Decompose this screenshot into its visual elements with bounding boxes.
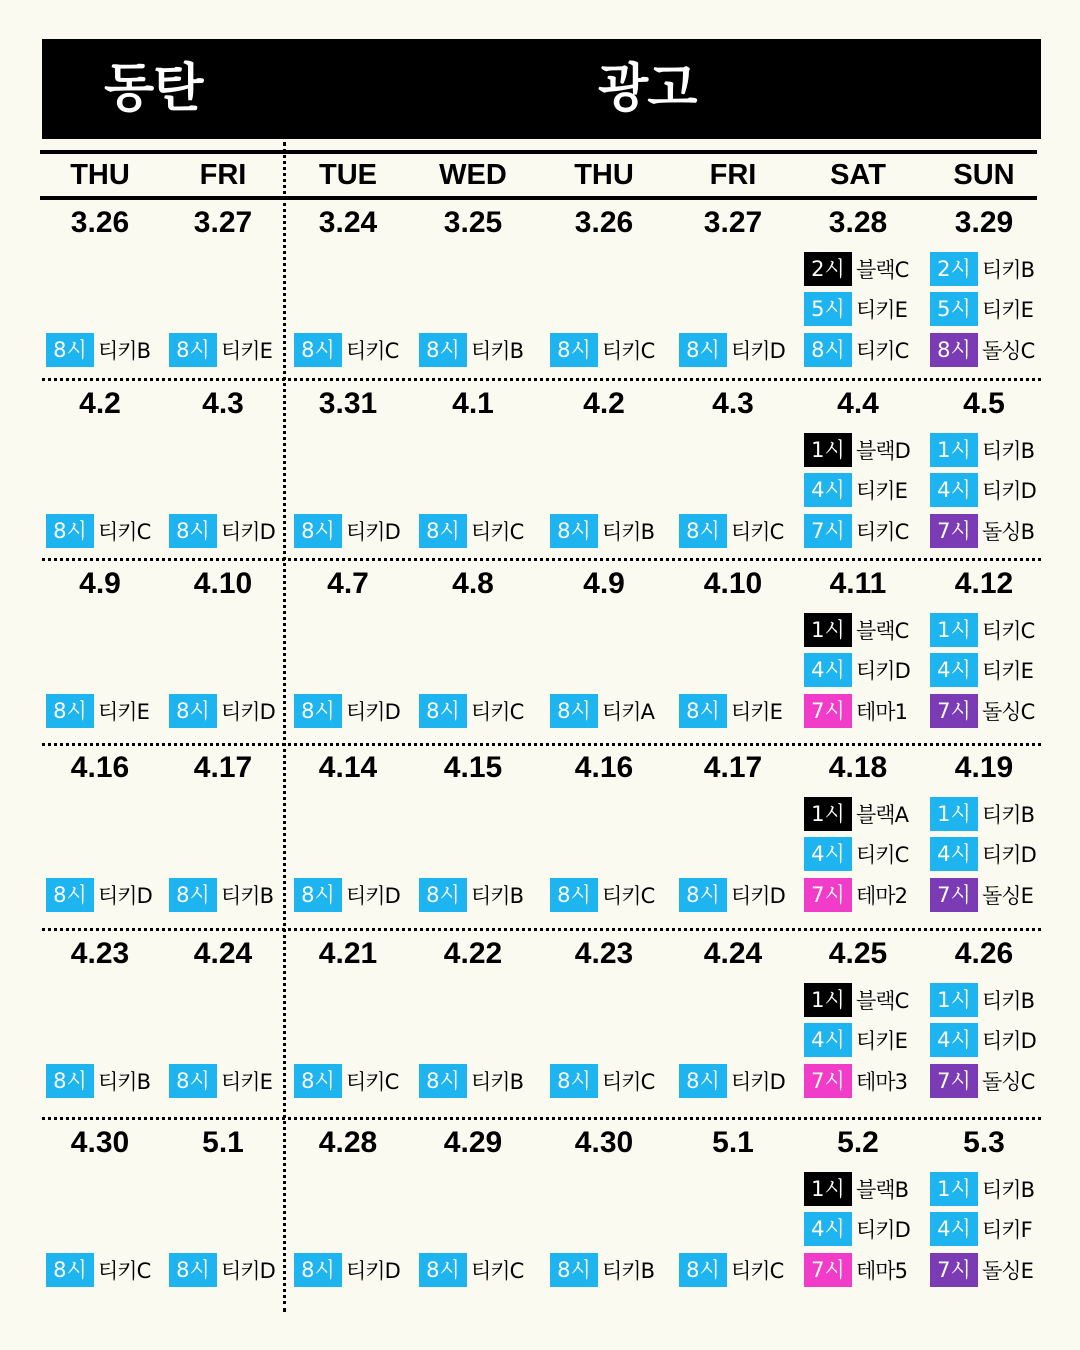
session-name: 티키E [856, 298, 907, 322]
session-name: 티키B [98, 1070, 150, 1094]
session-entry[interactable] [930, 613, 1034, 647]
session-time-badge: 4시 [804, 473, 852, 507]
session-time-badge: 7시 [804, 1253, 852, 1287]
session-time-badge: 1시 [930, 1172, 978, 1206]
date-label: 4.29 [443, 1126, 503, 1159]
session-name: 티키E [856, 1029, 907, 1053]
date-label: 4.12 [954, 567, 1014, 600]
date-label: 4.10 [703, 567, 763, 600]
session-time-badge: 4시 [930, 653, 978, 687]
day-label: THU [574, 159, 634, 191]
session-time-badge: 8시 [46, 878, 94, 912]
session-entry[interactable] [294, 1253, 400, 1287]
session-name: 티키B [471, 339, 523, 363]
session-name: 티키B [982, 439, 1034, 463]
date-label: 4.21 [318, 937, 378, 970]
session-entry[interactable] [930, 514, 1034, 548]
date-label: 4.4 [837, 387, 879, 420]
session-name: 티키C [856, 843, 909, 867]
session-time-badge: 2시 [930, 252, 978, 286]
session-name: 티키E [731, 700, 782, 724]
date-label: 3.26 [70, 206, 130, 239]
session-name: 티키F [982, 1218, 1032, 1242]
session-entry[interactable] [46, 694, 149, 728]
session-name: 티키A [602, 700, 654, 724]
session-time-badge: 4시 [930, 837, 978, 871]
date-label: 4.5 [963, 387, 1005, 420]
session-name: 티키D [221, 1259, 275, 1283]
header-banner [42, 39, 1041, 139]
date-label: 4.17 [703, 751, 763, 784]
session-entry[interactable] [550, 1064, 654, 1098]
session-name: 티키C [602, 339, 655, 363]
session-time-badge: 1시 [930, 797, 978, 831]
session-time-badge: 8시 [46, 514, 94, 548]
session-entry[interactable] [804, 292, 907, 326]
date-label: 4.14 [318, 751, 378, 784]
session-time-badge: 7시 [804, 514, 852, 548]
date-label: 3.26 [574, 206, 634, 239]
session-name: 블랙A [856, 803, 908, 827]
week-separator [42, 928, 1041, 931]
session-entry[interactable] [169, 694, 275, 728]
session-time-badge: 8시 [169, 514, 217, 548]
session-name: 티키E [98, 700, 149, 724]
session-name: 티키C [471, 1259, 524, 1283]
session-entry[interactable] [294, 1064, 398, 1098]
session-name: 티키B [602, 1259, 654, 1283]
session-entry[interactable] [46, 1064, 150, 1098]
session-time-badge: 8시 [419, 514, 467, 548]
date-label: 4.2 [583, 387, 625, 420]
date-label: 4.15 [443, 751, 503, 784]
session-entry[interactable] [804, 797, 908, 831]
session-entry[interactable] [169, 514, 275, 548]
session-entry[interactable] [169, 1064, 272, 1098]
session-time-badge: 4시 [930, 473, 978, 507]
session-name: 돌싱B [982, 520, 1034, 544]
session-name: 티키C [731, 520, 784, 544]
session-name: 티키E [982, 659, 1033, 683]
session-name: 티키B [982, 803, 1034, 827]
session-name: 티키D [731, 339, 785, 363]
session-name: 티키C [471, 520, 524, 544]
date-label: 3.28 [828, 206, 888, 239]
session-time-badge: 8시 [169, 694, 217, 728]
session-time-badge: 8시 [550, 1064, 598, 1098]
session-name: 티키D [982, 843, 1036, 867]
session-entry[interactable] [679, 514, 783, 548]
day-label: FRI [709, 159, 757, 191]
session-name: 티키B [982, 1178, 1034, 1202]
session-entry[interactable] [930, 1172, 1034, 1206]
session-time-badge: 7시 [930, 514, 978, 548]
date-label: 4.16 [574, 751, 634, 784]
session-time-badge: 1시 [804, 983, 852, 1017]
session-time-badge: 1시 [804, 1172, 852, 1206]
session-name: 돌싱E [982, 884, 1033, 908]
session-time-badge: 4시 [804, 653, 852, 687]
session-entry[interactable] [930, 252, 1034, 286]
session-time-badge: 8시 [550, 694, 598, 728]
session-time-badge: 8시 [679, 694, 727, 728]
session-entry[interactable] [550, 1253, 654, 1287]
session-time-badge: 1시 [930, 613, 978, 647]
session-name: 티키B [982, 258, 1034, 282]
week-separator [42, 743, 1041, 746]
session-name: 티키C [856, 520, 909, 544]
session-name: 티키C [346, 1070, 399, 1094]
session-entry[interactable] [679, 1253, 783, 1287]
session-time-badge: 8시 [679, 514, 727, 548]
session-entry[interactable] [804, 653, 910, 687]
day-header-bottom-rule [40, 196, 1037, 200]
session-name: 돌싱E [982, 1259, 1033, 1283]
session-name: 테마5 [856, 1259, 907, 1283]
session-entry[interactable] [169, 1253, 275, 1287]
date-label: 3.27 [193, 206, 253, 239]
day-label: WED [439, 159, 507, 191]
session-entry[interactable] [930, 983, 1034, 1017]
session-entry[interactable] [46, 333, 150, 367]
session-entry[interactable] [804, 837, 908, 871]
session-time-badge: 7시 [930, 878, 978, 912]
session-entry[interactable] [419, 694, 523, 728]
session-time-badge: 8시 [46, 694, 94, 728]
session-time-badge: 8시 [550, 878, 598, 912]
date-label: 4.25 [828, 937, 888, 970]
session-time-badge: 1시 [930, 433, 978, 467]
session-entry[interactable] [930, 797, 1034, 831]
session-entry[interactable] [550, 514, 654, 548]
date-label: 3.27 [703, 206, 763, 239]
session-entry[interactable] [419, 514, 523, 548]
date-label: 4.8 [452, 567, 494, 600]
session-time-badge: 8시 [294, 694, 342, 728]
session-time-badge: 8시 [46, 333, 94, 367]
session-name: 티키D [731, 1070, 785, 1094]
session-name: 테마1 [856, 700, 907, 724]
session-name: 티키E [221, 339, 272, 363]
session-name: 테마3 [856, 1070, 907, 1094]
date-label: 4.30 [70, 1126, 130, 1159]
date-label: 5.1 [202, 1126, 244, 1159]
session-entry[interactable] [930, 694, 1034, 728]
session-entry[interactable] [679, 694, 782, 728]
session-name: 티키C [982, 619, 1035, 643]
session-time-badge: 8시 [46, 1064, 94, 1098]
session-name: 블랙C [856, 989, 909, 1013]
session-entry[interactable] [804, 433, 910, 467]
session-time-badge: 8시 [294, 514, 342, 548]
session-time-badge: 4시 [930, 1212, 978, 1246]
week-separator [42, 558, 1041, 561]
session-entry[interactable] [419, 333, 523, 367]
session-entry[interactable] [804, 1212, 910, 1246]
session-name: 티키D [346, 520, 400, 544]
session-entry[interactable] [294, 514, 400, 548]
session-entry[interactable] [804, 473, 907, 507]
week-separator [42, 378, 1041, 381]
session-time-badge: 8시 [550, 1253, 598, 1287]
date-label: 4.7 [327, 567, 369, 600]
session-entry[interactable] [804, 1023, 907, 1057]
session-time-badge: 8시 [550, 514, 598, 548]
session-time-badge: 4시 [804, 1212, 852, 1246]
day-header-row [0, 154, 1080, 196]
session-name: 티키D [982, 1029, 1036, 1053]
session-name: 티키C [346, 339, 399, 363]
session-name: 블랙D [856, 439, 910, 463]
session-name: 돌싱C [982, 700, 1035, 724]
date-label: 4.11 [829, 567, 887, 600]
day-label: THU [70, 159, 130, 191]
session-time-badge: 7시 [804, 694, 852, 728]
session-time-badge: 8시 [804, 333, 852, 367]
session-entry[interactable] [419, 878, 523, 912]
session-entry[interactable] [294, 333, 398, 367]
session-time-badge: 5시 [930, 292, 978, 326]
date-label: 4.24 [703, 937, 763, 970]
session-name: 티키D [98, 884, 152, 908]
session-time-badge: 2시 [804, 252, 852, 286]
date-label: 4.9 [583, 567, 625, 600]
session-name: 티키E [221, 1070, 272, 1094]
session-name: 티키B [471, 1070, 523, 1094]
day-label: FRI [199, 159, 247, 191]
date-label: 4.30 [574, 1126, 634, 1159]
session-entry[interactable] [294, 694, 400, 728]
session-name: 블랙C [856, 619, 909, 643]
session-time-badge: 1시 [930, 983, 978, 1017]
session-name: 티키B [471, 884, 523, 908]
session-time-badge: 7시 [930, 1253, 978, 1287]
session-time-badge: 8시 [46, 1253, 94, 1287]
date-label: 4.10 [193, 567, 253, 600]
session-time-badge: 5시 [804, 292, 852, 326]
date-label: 5.3 [963, 1126, 1005, 1159]
session-name: 티키D [346, 1259, 400, 1283]
session-time-badge: 8시 [679, 1064, 727, 1098]
session-time-badge: 8시 [550, 333, 598, 367]
session-entry[interactable] [804, 1172, 908, 1206]
session-entry[interactable] [804, 252, 908, 286]
day-label: SUN [953, 159, 1015, 191]
date-label: 4.2 [79, 387, 121, 420]
date-label: 4.26 [954, 937, 1014, 970]
session-name: 티키B [602, 520, 654, 544]
session-time-badge: 8시 [294, 878, 342, 912]
day-label: SAT [830, 159, 886, 191]
session-name: 티키C [602, 1070, 655, 1094]
session-entry[interactable] [930, 1212, 1032, 1246]
date-label: 5.1 [712, 1126, 754, 1159]
session-entry[interactable] [804, 333, 908, 367]
session-entry[interactable] [46, 878, 152, 912]
session-name: 티키B [98, 339, 150, 363]
session-entry[interactable] [804, 983, 908, 1017]
session-entry[interactable] [804, 613, 908, 647]
session-entry[interactable] [930, 878, 1033, 912]
session-time-badge: 8시 [679, 333, 727, 367]
session-time-badge: 8시 [679, 878, 727, 912]
session-time-badge: 1시 [804, 797, 852, 831]
session-name: 티키E [856, 479, 907, 503]
date-label: 4.28 [318, 1126, 378, 1159]
date-label: 4.24 [193, 937, 253, 970]
session-time-badge: 8시 [169, 878, 217, 912]
session-time-badge: 4시 [804, 1023, 852, 1057]
session-entry[interactable] [46, 1253, 150, 1287]
session-entry[interactable] [550, 694, 654, 728]
date-label: 4.19 [954, 751, 1014, 784]
session-entry[interactable] [930, 333, 1034, 367]
session-name: 티키C [731, 1259, 784, 1283]
session-name: 티키D [346, 884, 400, 908]
session-name: 티키D [221, 520, 275, 544]
session-name: 돌싱C [982, 339, 1035, 363]
session-entry[interactable] [930, 292, 1033, 326]
session-time-badge: 1시 [804, 433, 852, 467]
session-name: 티키D [856, 1218, 910, 1242]
session-time-badge: 8시 [930, 333, 978, 367]
session-entry[interactable] [169, 878, 273, 912]
session-entry[interactable] [679, 1064, 785, 1098]
session-name: 티키B [982, 989, 1034, 1013]
session-entry[interactable] [419, 1064, 523, 1098]
session-name: 티키D [346, 700, 400, 724]
session-name: 티키B [221, 884, 273, 908]
session-name: 티키D [982, 479, 1036, 503]
session-name: 티키D [221, 700, 275, 724]
week-separator [42, 1117, 1041, 1120]
session-time-badge: 8시 [419, 878, 467, 912]
session-name: 티키C [98, 1259, 151, 1283]
session-name: 블랙C [856, 258, 909, 282]
session-name: 블랙B [856, 1178, 908, 1202]
session-entry[interactable] [930, 837, 1036, 871]
day-label: TUE [319, 159, 377, 191]
session-time-badge: 8시 [169, 1064, 217, 1098]
session-entry[interactable] [550, 333, 654, 367]
session-name: 티키C [471, 700, 524, 724]
session-time-badge: 7시 [930, 694, 978, 728]
session-time-badge: 7시 [804, 878, 852, 912]
session-name: 티키C [602, 884, 655, 908]
session-entry[interactable] [930, 1023, 1036, 1057]
session-time-badge: 8시 [294, 1253, 342, 1287]
session-entry[interactable] [930, 1253, 1033, 1287]
date-label: 4.9 [79, 567, 121, 600]
session-entry[interactable] [930, 653, 1033, 687]
session-time-badge: 7시 [804, 1064, 852, 1098]
session-time-badge: 8시 [419, 694, 467, 728]
session-entry[interactable] [804, 694, 907, 728]
date-label: 4.17 [193, 751, 253, 784]
session-entry[interactable] [804, 1064, 907, 1098]
session-entry[interactable] [46, 514, 150, 548]
session-time-badge: 8시 [419, 1253, 467, 1287]
session-entry[interactable] [169, 333, 272, 367]
session-time-badge: 8시 [169, 333, 217, 367]
session-time-badge: 8시 [419, 333, 467, 367]
session-time-badge: 7시 [930, 1064, 978, 1098]
session-time-badge: 1시 [804, 613, 852, 647]
session-time-badge: 8시 [294, 1064, 342, 1098]
session-entry[interactable] [930, 1064, 1034, 1098]
session-entry[interactable] [419, 1253, 523, 1287]
session-time-badge: 8시 [294, 333, 342, 367]
date-label: 3.31 [318, 387, 378, 420]
header-right-title: 광고 [598, 59, 697, 119]
session-name: 티키E [982, 298, 1033, 322]
session-entry[interactable] [930, 473, 1036, 507]
date-label: 4.22 [443, 937, 503, 970]
session-time-badge: 4시 [930, 1023, 978, 1057]
session-entry[interactable] [550, 878, 654, 912]
date-label: 4.18 [828, 751, 888, 784]
session-time-badge: 8시 [169, 1253, 217, 1287]
session-name: 테마2 [856, 884, 907, 908]
date-label: 3.29 [954, 206, 1014, 239]
session-entry[interactable] [679, 333, 785, 367]
session-name: 티키C [856, 339, 909, 363]
session-name: 티키D [856, 659, 910, 683]
date-label: 4.3 [202, 387, 244, 420]
header-left-title: 동탄 [104, 59, 203, 119]
session-entry[interactable] [804, 514, 908, 548]
date-label: 3.24 [318, 206, 378, 239]
date-label: 5.2 [837, 1126, 879, 1159]
date-label: 4.23 [70, 937, 130, 970]
session-name: 돌싱C [982, 1070, 1035, 1094]
date-label: 4.1 [452, 387, 494, 420]
date-label: 4.23 [574, 937, 634, 970]
session-time-badge: 8시 [679, 1253, 727, 1287]
date-label: 4.16 [70, 751, 130, 784]
session-entry[interactable] [294, 878, 400, 912]
session-entry[interactable] [804, 1253, 907, 1287]
session-time-badge: 4시 [804, 837, 852, 871]
session-name: 티키D [731, 884, 785, 908]
session-entry[interactable] [804, 878, 907, 912]
session-time-badge: 8시 [419, 1064, 467, 1098]
date-label: 4.3 [712, 387, 754, 420]
session-name: 티키C [98, 520, 151, 544]
session-entry[interactable] [679, 878, 785, 912]
date-label: 3.25 [443, 206, 503, 239]
session-entry[interactable] [930, 433, 1034, 467]
